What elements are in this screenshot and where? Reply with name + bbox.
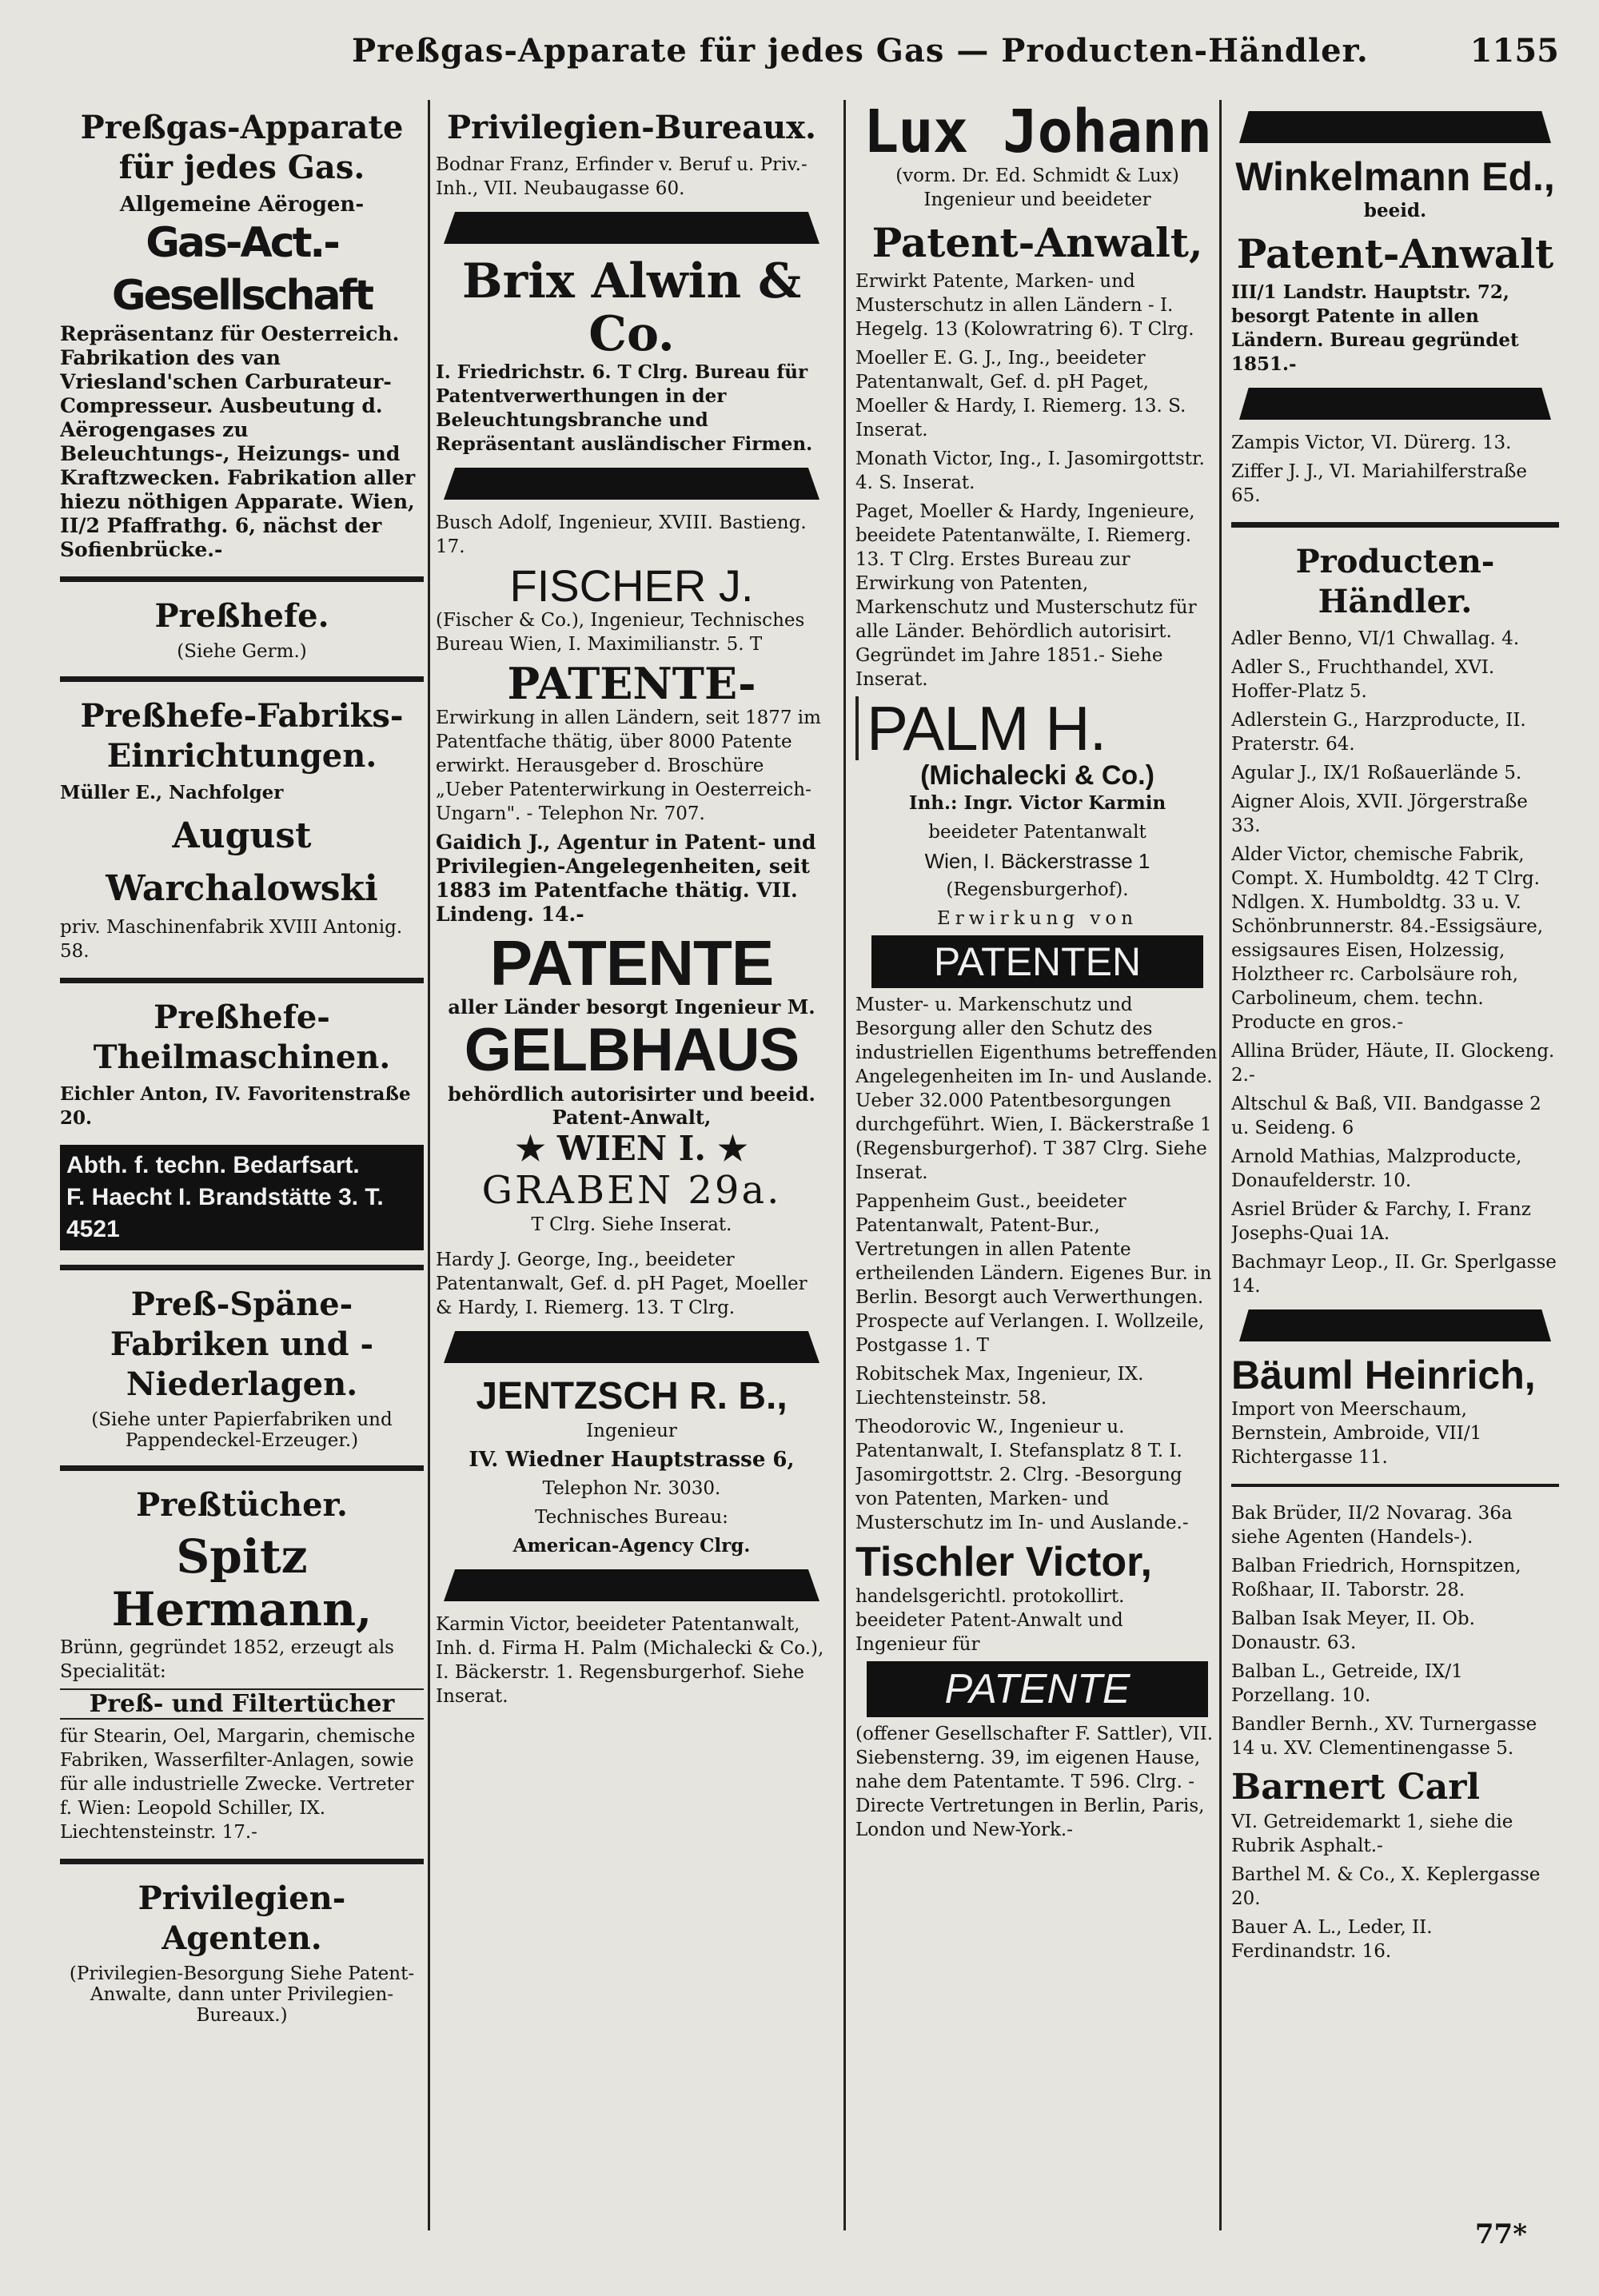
- section-divider: [60, 1465, 424, 1471]
- entry-text: Robitschek Max, Ingenieur, IX. Liechtensteinstr. 58.: [855, 1364, 1144, 1409]
- ad-line: Abth. f. techn. Bedarfsart.: [66, 1152, 360, 1178]
- entry-text: I. Friedrichstr. 6. T Clrg. Bureau für Patentverwerthungen in der Beleuchtungsbranche und Repräsentant ausländischer Firmen.: [436, 361, 813, 455]
- entry-text: Bandler Bernh., XV. Turnergasse 14 u. XV. Clementinengasse 5.: [1231, 1714, 1537, 1759]
- column-rule: [843, 100, 846, 2230]
- section-heading: Privilegien-Bureaux.: [447, 109, 816, 146]
- company-name-large: PALM H.: [855, 696, 1219, 760]
- section-heading: Preßgas-Apparate für jedes Gas.: [80, 109, 404, 186]
- company-name-large: Bäuml Heinrich,: [1231, 1353, 1536, 1397]
- company-name-large: FISCHER J.: [509, 560, 754, 611]
- signature-mark: 77*: [1474, 2218, 1527, 2250]
- section-heading: Preßhefe-Fabriks-Einrichtungen.: [80, 697, 404, 775]
- section-divider: [1231, 522, 1559, 528]
- page-number: 1155: [1469, 32, 1559, 70]
- entry-text: beeideter Patentanwalt: [928, 822, 1146, 843]
- entry-text: Ziffer J. J., VI. Mariahilferstraße 65.: [1231, 461, 1528, 506]
- section-heading: Preßhefe.: [154, 597, 329, 635]
- company-name-large: Spitz Hermann,: [111, 1529, 373, 1636]
- banner-label: PATENTE: [867, 1661, 1208, 1717]
- company-name-large: Patent-Anwalt: [1236, 230, 1554, 277]
- entry-text: behördlich autorisirter und beeid. Patent-Anwalt,: [448, 1082, 815, 1129]
- decorative-banner: [1239, 388, 1551, 420]
- entry-text: Technisches Bureau:: [535, 1507, 728, 1528]
- section-divider: [60, 978, 424, 983]
- entry-text: Altschul & Baß, VII. Bandgasse 2 u. Seideng. 6: [1231, 1094, 1541, 1138]
- entry-text: Alder Victor, chemische Fabrik, Compt. X. Humboldtg. 42 T Clrg. Ndlgen. X. Humboldtg. 33 u. V. Schönbrunnerstr. 84.-Essigsäure, essigsaures Eisen, Holzessig, Holztheer rc. Carbolsäure roh, Carbolineum, chem. techn. Producte en gros.-: [1231, 844, 1544, 1033]
- company-name-small: Allgemeine Aërogen-: [119, 193, 365, 217]
- entry-text: Allina Brüder, Häute, II. Glockeng. 2.-: [1231, 1041, 1555, 1086]
- entry-text: beeid.: [1363, 200, 1427, 221]
- entry-text: IV. Wiedner Hauptstrasse 6,: [469, 1448, 795, 1472]
- section-divider: [1231, 1484, 1559, 1487]
- entry-text: Hardy J. George, Ing., beeideter Patentanwalt, Gef. d. pH Paget, Moeller & Hardy, I. Riemerg. 13. T Clrg.: [436, 1250, 807, 1318]
- entry-text: Zampis Victor, VI. Dürerg. 13.: [1231, 432, 1512, 453]
- entry-text: Brünn, gegründet 1852, erzeugt als Specialität:: [60, 1637, 394, 1682]
- directory-page: [56, 24, 1559, 2270]
- company-name-large: Brix Alwin & Co.: [461, 253, 802, 362]
- entry-name: Müller E., Nachfolger: [60, 782, 284, 803]
- section-divider: [60, 1265, 424, 1270]
- entry-text: priv. Maschinenfabrik XVIII Antonig. 58.: [60, 917, 403, 962]
- entry-text: VI. Getreidemarkt 1, siehe die Rubrik Asphalt.-: [1231, 1812, 1513, 1856]
- address-label: GRABEN 29a.: [481, 1168, 782, 1213]
- entry-text: Theodorovic W., Ingenieur u. Patentanwalt, I. Stefansplatz 8 T. I. Jasomirgottstr. 2. Clrg. -Besorgung von Patenten, Marken- und Musterschutz im In- und Auslande.-: [855, 1417, 1189, 1533]
- section-divider: [60, 576, 424, 582]
- company-name-large: Barnert Carl: [1231, 1767, 1481, 1808]
- entry-text: Moeller E. G. J., Ing., beeideter Patentanwalt, Gef. d. pH Paget, Moeller & Hardy, I. Riemerg. 13. S. Inserat.: [855, 348, 1186, 440]
- decorative-banner: [444, 212, 819, 244]
- entry-text: Erwirkt Patente, Marken- und Musterschutz in allen Ländern - I. Hegelg. 13 (Kolowratring 6). T Clrg.: [855, 271, 1194, 340]
- entry-text: Pappenheim Gust., beeideter Patentanwalt, Patent-Bur., Vertretungen in allen Patente ertheilenden Ländern. Eigenes Bur. in Berlin. Besorgt auch Verwerthungen. Prospecte auf Verlangen. I. Wollzeile, Postgasse 1. T: [855, 1191, 1212, 1356]
- banner-label: PATENTEN: [871, 935, 1203, 988]
- section-note: (Siehe unter Papierfabriken und Pappendeckel-Erzeuger.): [91, 1409, 393, 1451]
- entry-text: Inh.: Ingr. Victor Karmin: [908, 792, 1166, 814]
- company-name-large: PATENTE-: [507, 658, 756, 709]
- entry-text: Balban Isak Meyer, II. Ob. Donaustr. 63.: [1231, 1608, 1475, 1653]
- decorative-banner: [444, 1569, 819, 1601]
- entry-text: Adler S., Fruchthandel, XVI. Hoffer-Platz 5.: [1231, 657, 1495, 702]
- decorative-banner: [444, 468, 819, 500]
- entry-text: Arnold Mathias, Malzproducte, Donaufelderstr. 10.: [1231, 1146, 1522, 1191]
- column-rule: [428, 100, 430, 2230]
- entry-text: Gaidich J., Agentur in Patent- und Privilegien-Angelegenheiten, seit 1883 im Patentfache thätig. VII. Lindeng. 14.-: [436, 831, 816, 926]
- entry-text: Bak Brüder, II/2 Novarag. 36a siehe Agenten (Handels-).: [1231, 1503, 1513, 1548]
- entry-text: Wien, I. Bäckerstrasse 1: [924, 849, 1150, 873]
- entry-text: handelsgerichtl. protokollirt. beeideter Patent-Anwalt und Ingenieur für: [855, 1586, 1125, 1655]
- section-divider: [60, 676, 424, 682]
- company-name-large: Tischler Victor,: [855, 1539, 1152, 1585]
- company-name-large: August Warchalowski: [106, 815, 378, 909]
- entry-text: Agular J., IX/1 Roßauerlände 5.: [1231, 763, 1522, 783]
- entry-text: Asriel Brüder & Farchy, I. Franz Josephs-Quai 1A.: [1231, 1199, 1531, 1244]
- decorative-banner: [1239, 111, 1551, 143]
- column-1: [60, 100, 424, 2230]
- column-rule: [1219, 100, 1222, 2230]
- company-name-large: Patent-Anwalt,: [871, 219, 1203, 266]
- entry-text: Balban L., Getreide, IX/1 Porzellang. 10.: [1231, 1661, 1463, 1706]
- section-heading: Preßtücher.: [136, 1486, 348, 1524]
- section-note: (Privilegien-Besorgung Siehe Patent-Anwalte, dann unter Privilegien-Bureaux.): [69, 1963, 415, 2026]
- entry-text: (Regensburgerhof).: [946, 879, 1129, 900]
- entry-text: III/1 Landstr. Hauptstr. 72, besorgt Patente in allen Ländern. Bureau gegründet 1851.-: [1231, 281, 1519, 375]
- section-note: (Siehe Germ.): [177, 641, 307, 662]
- company-name-large: Lux Johann: [863, 100, 1212, 166]
- entry-text: T Clrg. Siehe Inserat.: [531, 1214, 732, 1235]
- section-heading: Preßhefe-Theilmaschinen.: [93, 999, 391, 1076]
- entry-text: Bachmayr Leop., II. Gr. Sperlgasse 14.: [1231, 1252, 1557, 1297]
- section-heading: Privilegien-Agenten.: [138, 1879, 346, 1957]
- entry-text: Erwirkung in allen Ländern, seit 1877 im Patentfache thätig, über 8000 Patente erwirkt. Herausgeber d. Broschüre „Ueber Patenterwirkung in Oesterreich-Ungarn". - Telephon Nr. 707.: [436, 708, 821, 824]
- entry-text: Muster- u. Markenschutz und Besorgung aller den Schutz des industriellen Eigenthums betreffenden Angelegenheiten im In- und Auslande. Ueber 32.000 Patentbesorgungen durchgeführt. Wien, I. Bäckerstraße 1 (Regensburgerhof). T 387 Clrg. Siehe Inserat.: [855, 995, 1218, 1183]
- entry-text: Telephon Nr. 3030.: [542, 1478, 721, 1499]
- company-name-large: PATENTE: [489, 927, 774, 999]
- entry-text: Busch Adolf, Ingenieur, XVIII. Bastieng. 17.: [436, 512, 807, 557]
- entry-text: (offener Gesellschafter F. Sattler), VII. Siebensterng. 39, im eigenen Hause, nahe dem Patentamte. T 596. Clrg. -Directe Vertretungen in Berlin, Paris, London und New-York.-: [855, 1724, 1214, 1840]
- section-heading: Producten-Händler.: [1295, 543, 1495, 620]
- section-heading: Preß-Späne-Fabriken und -Niederlagen.: [110, 1286, 374, 1403]
- entry-text: (vorm. Dr. Ed. Schmidt & Lux) Ingenieur und beeideter: [895, 165, 1179, 210]
- entry-text: (Fischer & Co.), Ingenieur, Technisches Bureau Wien, I. Maximilianstr. 5. T: [436, 610, 805, 655]
- company-name-large: JENTZSCH R. B.,: [476, 1375, 788, 1417]
- entry-text: Adler Benno, VI/1 Chwallag. 4.: [1231, 628, 1520, 649]
- entry-subtitle: (Michalecki & Co.): [920, 760, 1154, 791]
- entry-text: Aigner Alois, XVII. Jörgerstraße 33.: [1231, 791, 1528, 836]
- column-4: [1231, 100, 1559, 2230]
- entry-text: Import von Meerschaum, Bernstein, Ambroide, VII/1 Richtergasse 11.: [1231, 1399, 1482, 1468]
- column-2: [436, 100, 827, 2230]
- entry-text: für Stearin, Oel, Margarin, chemische Fabriken, Wasserfilter-Anlagen, sowie für alle industrielle Zwecke. Vertreter f. Wien: Leopold Schiller, IX. Liechtensteinstr. 17.-: [60, 1726, 416, 1843]
- entry-text: Adlerstein G., Harzproducte, II. Praterstr. 64.: [1231, 710, 1526, 755]
- city-label: ★ WIEN I. ★: [515, 1129, 748, 1168]
- entry-text: Repräsentanz für Oesterreich. Fabrikation des van Vriesland'schen Carburateur-Compresseur. Ausbeutung d. Aërogengases zu Beleuchtungs-, Heizungs- und Kraftzwecken. Fabrikation aller hiezu nöthigen Apparate. Wien, II/2 Pfaffrathg. 6, nächst der Sofienbrücke.-: [60, 322, 416, 561]
- company-name-large: Gas-Act.-Gesellschaft: [111, 219, 373, 320]
- entry-text: Monath Victor, Ing., I. Jasomirgottstr. 4. S. Inserat.: [855, 448, 1205, 493]
- column-3: [855, 100, 1219, 2230]
- entry-text: Erwirkung von: [936, 908, 1138, 929]
- entry-text: Eichler Anton, IV. Favoritenstraße 20.: [60, 1083, 411, 1129]
- section-divider: [60, 1859, 424, 1864]
- specialty-label: Preß- und Filtertücher: [60, 1688, 424, 1720]
- entry-text: Ingenieur: [586, 1421, 677, 1441]
- entry-text: Bauer A. L., Leder, II. Ferdinandstr. 16.: [1231, 1917, 1433, 1962]
- running-head: [56, 24, 1559, 80]
- entry-text: American-Agency Clrg.: [512, 1535, 751, 1557]
- company-name-large: GELBHAUS: [464, 1016, 800, 1084]
- entry-text: Karmin Victor, beeideter Patentanwalt, Inh. d. Firma H. Palm (Michalecki & Co.), I. Bäckerstr. 1. Regensburgerhof. Siehe Inserat.: [436, 1614, 824, 1707]
- entry-text: aller Länder besorgt Ingenieur M.: [448, 995, 815, 1018]
- ad-line: F. Haecht I. Brandstätte 3. T. 4521: [66, 1184, 384, 1242]
- company-name-large: Winkelmann Ed.,: [1235, 154, 1555, 199]
- entry-text: Paget, Moeller & Hardy, Ingenieure, beeidete Patentanwälte, I. Riemerg. 13. T Clrg. Erstes Bureau zur Erwirkung von Patenten, Markenschutz und Musterschutz für alle Länder. Behördlich autorisirt. Gegründet im Jahre 1851.- Siehe Inserat.: [855, 501, 1197, 690]
- running-head-title: Preßgas-Apparate für jedes Gas — Producten-Händler.: [352, 32, 1369, 70]
- decorative-banner: [444, 1331, 819, 1363]
- entry-text: Barthel M. & Co., X. Keplergasse 20.: [1231, 1864, 1541, 1909]
- entry-text: Balban Friedrich, Hornspitzen, Roßhaar, II. Taborstr. 28.: [1231, 1556, 1521, 1600]
- decorative-banner: [1239, 1309, 1551, 1341]
- entry-text: Bodnar Franz, Erfinder v. Beruf u. Priv.-Inh., VII. Neubaugasse 60.: [436, 154, 807, 199]
- advertisement-block: [60, 1145, 424, 1250]
